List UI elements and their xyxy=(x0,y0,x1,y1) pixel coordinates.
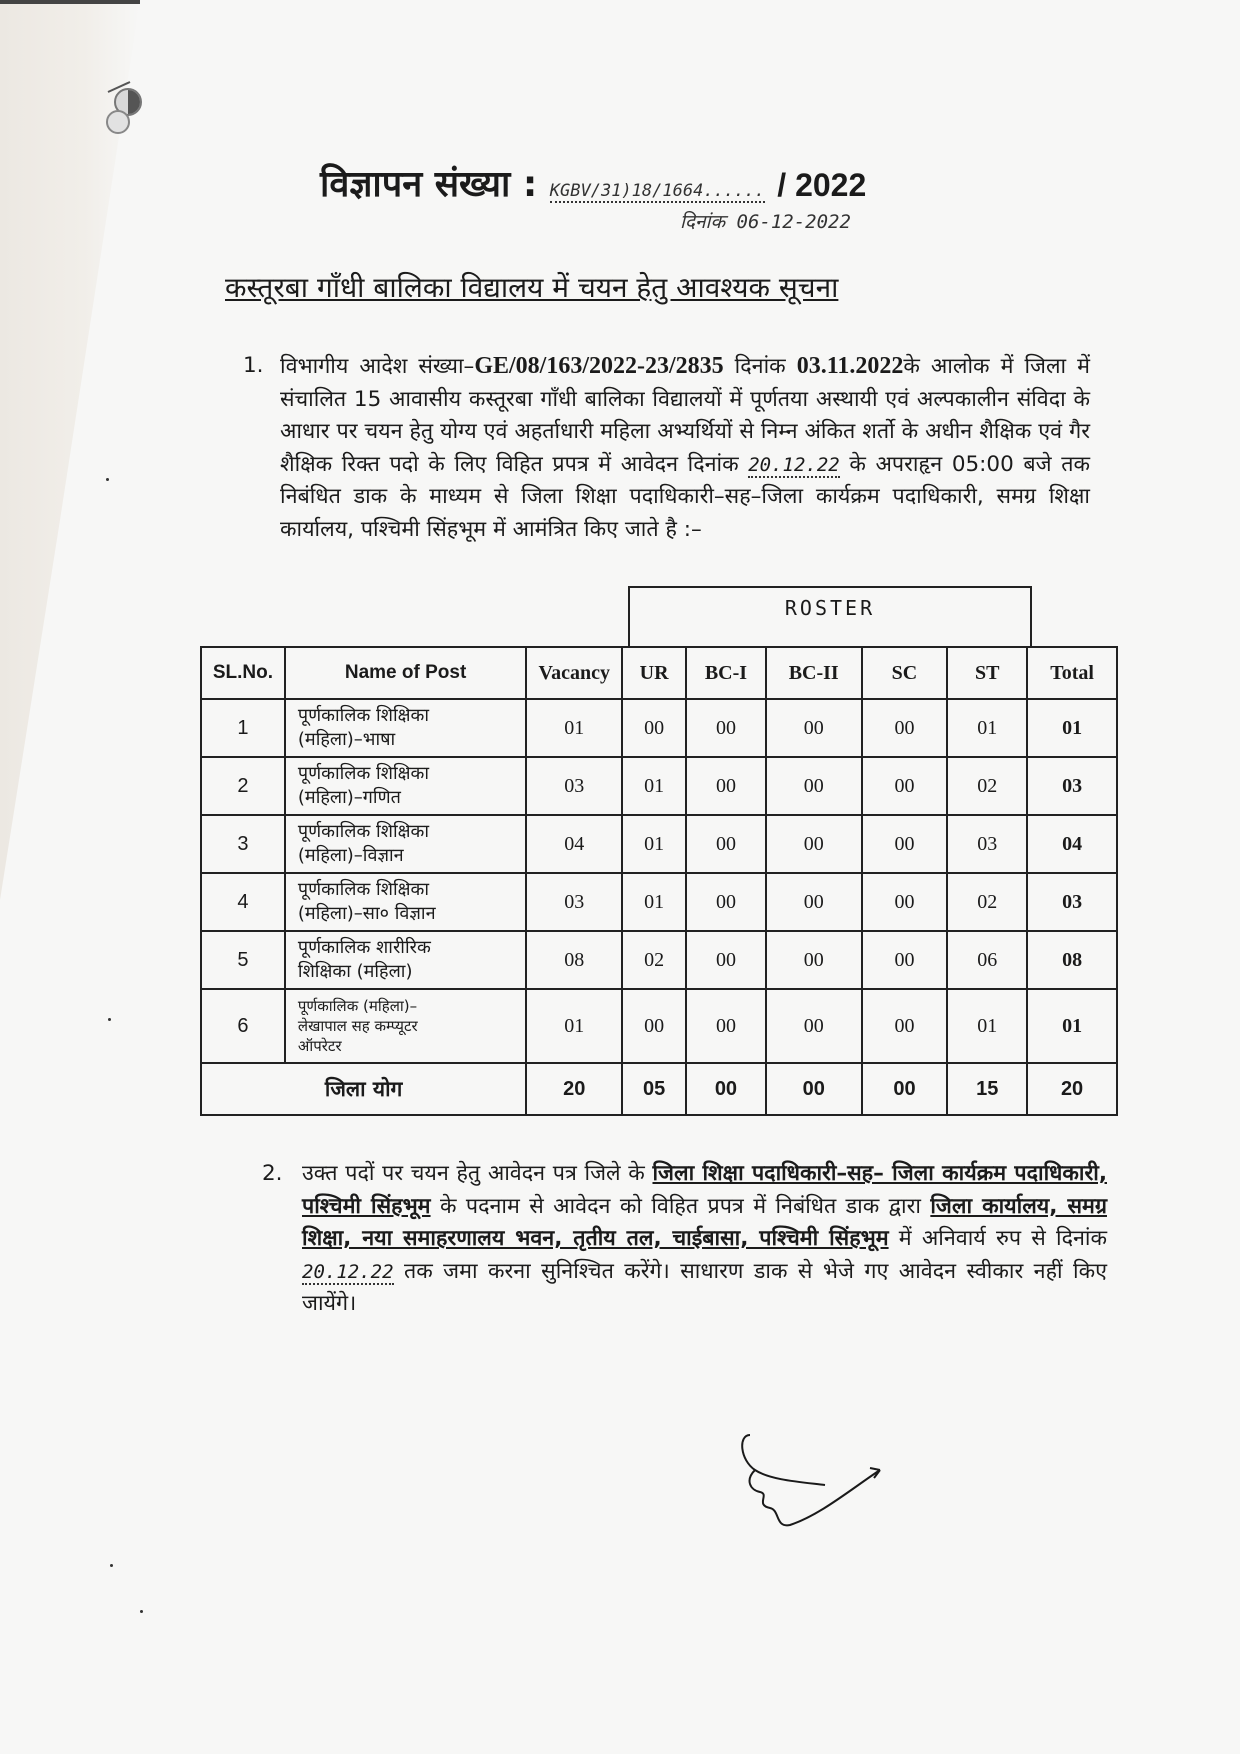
roster-bracket xyxy=(628,586,1032,648)
summary-sc: 00 xyxy=(862,1063,948,1115)
header-bc2: BC-II xyxy=(766,647,862,699)
advertisement-year: / 2022 xyxy=(777,167,867,203)
cell-sc: 00 xyxy=(862,699,948,757)
p2-text-d: तक जमा करना सुनिश्चित करेंगे। साधारण डाक से भेजे गए आवेदन स्वीकार नहीं किए जायेंगे। xyxy=(302,1258,1107,1316)
paper-fold-shadow xyxy=(0,0,140,1754)
summary-label: जिला योग xyxy=(201,1063,526,1115)
table-row xyxy=(201,699,1117,757)
cell-sl: 1 xyxy=(201,699,285,757)
cell-post xyxy=(285,931,526,989)
cell-post xyxy=(285,815,526,873)
order-date: 03.11.2022 xyxy=(796,353,904,379)
post-line-1: पूर्णकालिक शारीरिक xyxy=(297,937,431,958)
table-row xyxy=(201,815,1117,873)
cell-ur: 01 xyxy=(622,815,686,873)
cell-total: 01 xyxy=(1027,989,1117,1063)
post-line-1: पूर्णकालिक शिक्षिका xyxy=(297,821,429,842)
post-line-1: पूर्णकालिक शिक्षिका xyxy=(297,879,429,900)
paragraph-2-number: 2. xyxy=(262,1161,283,1186)
cell-st: 02 xyxy=(947,873,1027,931)
cell-ur: 00 xyxy=(622,699,686,757)
summary-bc1: 00 xyxy=(686,1063,766,1115)
cell-bc1: 00 xyxy=(686,989,766,1063)
header-bc1: BC-I xyxy=(686,647,766,699)
p2-last-date: 20.12.22 xyxy=(302,1260,394,1283)
cell-sc: 00 xyxy=(862,757,948,815)
ref-dots: ...... xyxy=(703,181,765,201)
table-header-row xyxy=(201,647,1117,699)
cell-ur: 00 xyxy=(622,989,686,1063)
cell-sl: 3 xyxy=(201,815,285,873)
cell-ur: 02 xyxy=(622,931,686,989)
cell-st: 01 xyxy=(947,989,1027,1063)
p2-text-b: के पदनाम से आवेदन को विहित प्रपत्र में निबंधित डाक द्वारा xyxy=(430,1193,931,1219)
advertisement-number-heading xyxy=(320,158,866,207)
roster-label: ROSTER xyxy=(784,596,876,620)
cell-bc1: 00 xyxy=(686,815,766,873)
table-row xyxy=(201,873,1117,931)
cell-sl: 5 xyxy=(201,931,285,989)
cell-bc2: 00 xyxy=(766,989,862,1063)
header-name-of-post: Name of Post xyxy=(285,647,526,699)
header-vacancy: Vacancy xyxy=(526,647,622,699)
post-line-2: (महिला)–विज्ञान xyxy=(297,845,404,866)
post-line-2: (महिला)–भाषा xyxy=(297,729,396,750)
post-line-2: (महिला)–गणित xyxy=(297,787,401,808)
cell-total: 03 xyxy=(1027,873,1117,931)
p1-text-b: दिनांक xyxy=(723,354,797,379)
p1-text-c: के आलोक में जिला में संचालित 15 आवासीय कस्तूरबा गाँधी बालिका विद्यालयों में पूर्णतया अस्थायी एवं अल्पकालीन संविदा के आधार पर चयन हेतु योग्य एवं अहर्ताधारी महिला अभ्यर्थियों से निम्न अंकित शर्तो के अधीन शैक्षिक एवं गैर शैक्षिक रिक्त पदो के लिए विहित प्रपत्र में आवेदन दिनांक xyxy=(280,354,1090,477)
handwritten-date: दिनांक 06-12-2022 xyxy=(680,211,851,233)
post-line-1: पूर्णकालिक (महिला)– xyxy=(297,997,418,1015)
p1-last-date: 20.12.22 xyxy=(748,453,840,476)
cell-vacancy: 01 xyxy=(526,699,622,757)
header-ur: UR xyxy=(622,647,686,699)
cell-vacancy: 08 xyxy=(526,931,622,989)
ref-number-text: KGBV/31)18/1664 xyxy=(549,181,704,201)
cell-st: 03 xyxy=(947,815,1027,873)
cell-sl: 6 xyxy=(201,989,285,1063)
vacancy-table xyxy=(200,646,1118,1116)
paragraph-1 xyxy=(245,350,1090,546)
p2-text-a: उक्त पदों पर चयन हेतु आवेदन पत्र जिले के xyxy=(302,1161,653,1186)
notice-subtitle: कस्तूरबा गाँधी बालिका विद्यालय में चयन हेतु आवश्यक सूचना xyxy=(225,271,839,304)
p1-text-d: के अपराहृन 05:00 बजे तक निबंधित डाक के माध्यम से जिला शिक्षा पदाधिकारी–सह–जिला कार्यक्रम पदाधिकारी, समग्र शिक्षा कार्यालय, पश्चिमी सिंहभूम में आमंत्रित किए जाते है :– xyxy=(280,451,1090,542)
cell-vacancy: 01 xyxy=(526,989,622,1063)
table-row xyxy=(201,931,1117,989)
header-sl-no: SL.No. xyxy=(201,647,285,699)
cell-bc2: 00 xyxy=(766,699,862,757)
cell-total: 03 xyxy=(1027,757,1117,815)
cell-post xyxy=(285,873,526,931)
cell-total: 08 xyxy=(1027,931,1117,989)
cell-bc1: 00 xyxy=(686,931,766,989)
cell-post xyxy=(285,757,526,815)
cell-total: 01 xyxy=(1027,699,1117,757)
cell-sl: 2 xyxy=(201,757,285,815)
header-st: ST xyxy=(947,647,1027,699)
summary-st: 15 xyxy=(947,1063,1027,1115)
post-line-1: पूर्णकालिक शिक्षिका xyxy=(297,763,429,784)
advertisement-ref-number xyxy=(550,181,765,203)
cell-sl: 4 xyxy=(201,873,285,931)
header-sc: SC xyxy=(862,647,948,699)
cell-sc: 00 xyxy=(862,931,948,989)
scan-speck xyxy=(140,1610,143,1613)
table-summary-row xyxy=(201,1063,1117,1115)
cell-vacancy: 04 xyxy=(526,815,622,873)
post-line-2: शिक्षिका (महिला) xyxy=(297,961,413,982)
cell-st: 01 xyxy=(947,699,1027,757)
post-line-2: लेखापाल सह कम्प्यूटर xyxy=(297,1017,418,1035)
cell-total: 04 xyxy=(1027,815,1117,873)
cell-sc: 00 xyxy=(862,815,948,873)
post-line-1: पूर्णकालिक शिक्षिका xyxy=(297,705,429,726)
scan-speck xyxy=(108,1018,111,1021)
post-line-2: (महिला)–सा० विज्ञान xyxy=(297,903,436,924)
cell-vacancy: 03 xyxy=(526,873,622,931)
p2-address: जिला कार्यालय, समग्र शिक्षा, नया समाहरणालय भवन, तृतीय तल, चाईबासा, पश्चिमी सिंहभूम xyxy=(302,1193,1107,1251)
cell-bc2: 00 xyxy=(766,873,862,931)
signature xyxy=(740,1430,890,1540)
table-row xyxy=(201,757,1117,815)
table-row xyxy=(201,989,1117,1063)
advertisement-label: विज्ञापन संख्या : xyxy=(320,164,538,205)
cell-bc2: 00 xyxy=(766,931,862,989)
cell-post xyxy=(285,989,526,1063)
summary-vacancy: 20 xyxy=(526,1063,622,1115)
cell-sc: 00 xyxy=(862,873,948,931)
p2-designation: जिला शिक्षा पदाधिकारी–सह– जिला कार्यक्रम पदाधिकारी, पश्चिमी सिंहभूम xyxy=(302,1161,1107,1219)
scan-edge xyxy=(0,0,140,4)
p1-text-a: विभागीय आदेश संख्या– xyxy=(280,354,475,379)
cell-sc: 00 xyxy=(862,989,948,1063)
post-line-3: ऑपरेटर xyxy=(297,1037,342,1055)
cell-st: 02 xyxy=(947,757,1027,815)
summary-total: 20 xyxy=(1027,1063,1117,1115)
cell-ur: 01 xyxy=(622,757,686,815)
binder-clip-icon xyxy=(100,80,150,140)
cell-post xyxy=(285,699,526,757)
p2-text-c: में अनिवार्य रुप से दिनांक xyxy=(888,1226,1107,1251)
cell-bc1: 00 xyxy=(686,873,766,931)
order-number: GE/08/163/2022-23/2835 xyxy=(474,353,724,379)
cell-ur: 01 xyxy=(622,873,686,931)
cell-bc1: 00 xyxy=(686,699,766,757)
paragraph-2 xyxy=(262,1158,1107,1321)
scan-speck xyxy=(106,478,109,481)
cell-st: 06 xyxy=(947,931,1027,989)
cell-vacancy: 03 xyxy=(526,757,622,815)
scan-speck xyxy=(110,1564,113,1567)
cell-bc2: 00 xyxy=(766,815,862,873)
summary-bc2: 00 xyxy=(766,1063,862,1115)
header-total: Total xyxy=(1027,647,1117,699)
summary-ur: 05 xyxy=(622,1063,686,1115)
cell-bc2: 00 xyxy=(766,757,862,815)
cell-bc1: 00 xyxy=(686,757,766,815)
paragraph-1-number: 1. xyxy=(243,353,264,378)
